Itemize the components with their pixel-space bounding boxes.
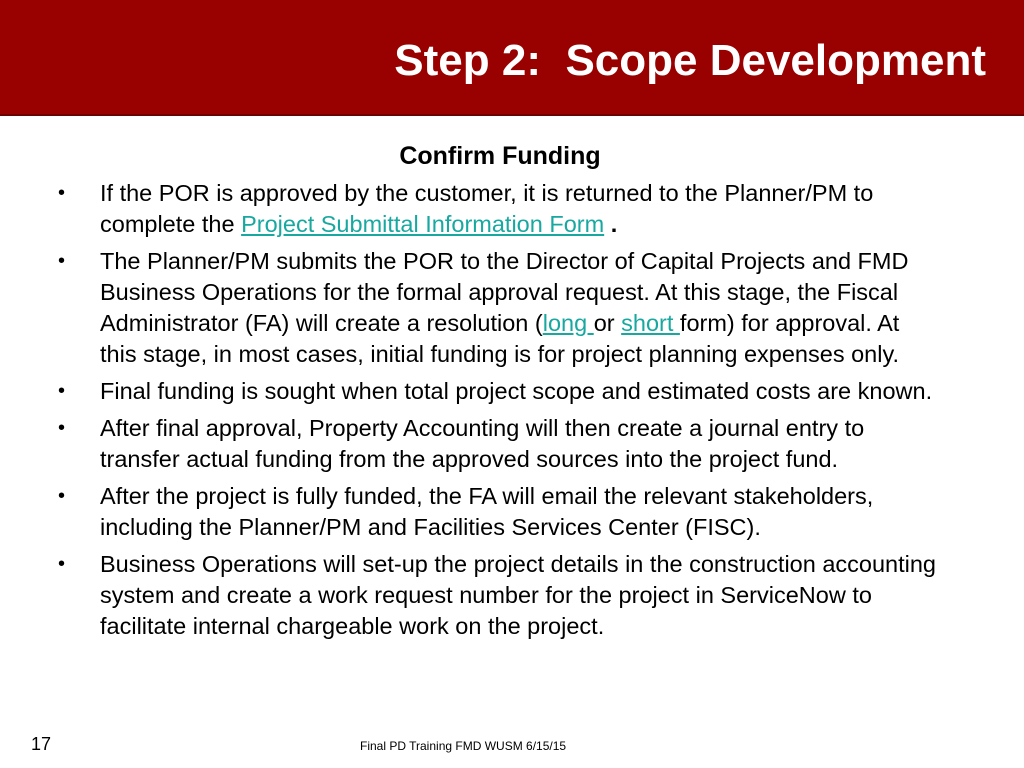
bullet-marker: • [58,417,66,439]
bullet-text: After final approval, Property Accounting will then create a journal entry to transfer actual funding from the approved sources into the project fund. [100,415,865,472]
bullet-item [0,376,1000,407]
bullet-text: The Planner/PM submits the POR to the Director of Capital Projects and FMD Business Operations for the formal approval request. At this stage, the Fiscal Administrator (FA) will create a resolution ( [100,248,909,336]
bullet-marker: • [58,182,66,204]
bullet-marker: • [58,553,66,575]
bullet-text: . [604,211,618,237]
bullet-text: or [593,310,622,336]
bullet-list [0,178,1000,648]
bullet-item [0,246,1000,370]
bullet-item [0,549,1000,642]
project-submittal-form-link[interactable]: Project Submittal Information Form [241,211,605,237]
bullet-text: After the project is fully funded, the FA will email the relevant stakeholders, including the Planner/PM and Facilities Services Center (FISC). [100,483,874,540]
page-number: 17 [31,734,52,754]
bullet-marker: • [58,485,66,507]
footer-text: Final PD Training FMD WUSM 6/15/15 [360,739,567,753]
bullet-item [0,413,1000,475]
bullet-text: Final funding is sought when total project scope and estimated costs are known. [100,378,933,404]
section-heading: Confirm Funding [399,142,601,170]
slide-title: Step 2: Scope Development [394,36,986,85]
bullet-marker: • [58,250,66,272]
short-form-link[interactable]: short [621,310,680,336]
bullet-text: Business Operations will set-up the project details in the construction accounting system and create a work request number for the project in ServiceNow to facilitate internal chargeable work on the project. [100,551,937,639]
long-form-link[interactable]: long [542,310,594,336]
bullet-text: If the POR is approved by the customer, it is returned to the Planner/PM to complete the [100,180,874,237]
bullet-item [0,481,1000,543]
bullet-item [0,178,1000,240]
header-bar [0,0,1024,116]
bullet-text: form) for approval. At this stage, in most cases, initial funding is for project planning expenses only. [100,310,900,367]
bullet-marker: • [58,380,66,402]
